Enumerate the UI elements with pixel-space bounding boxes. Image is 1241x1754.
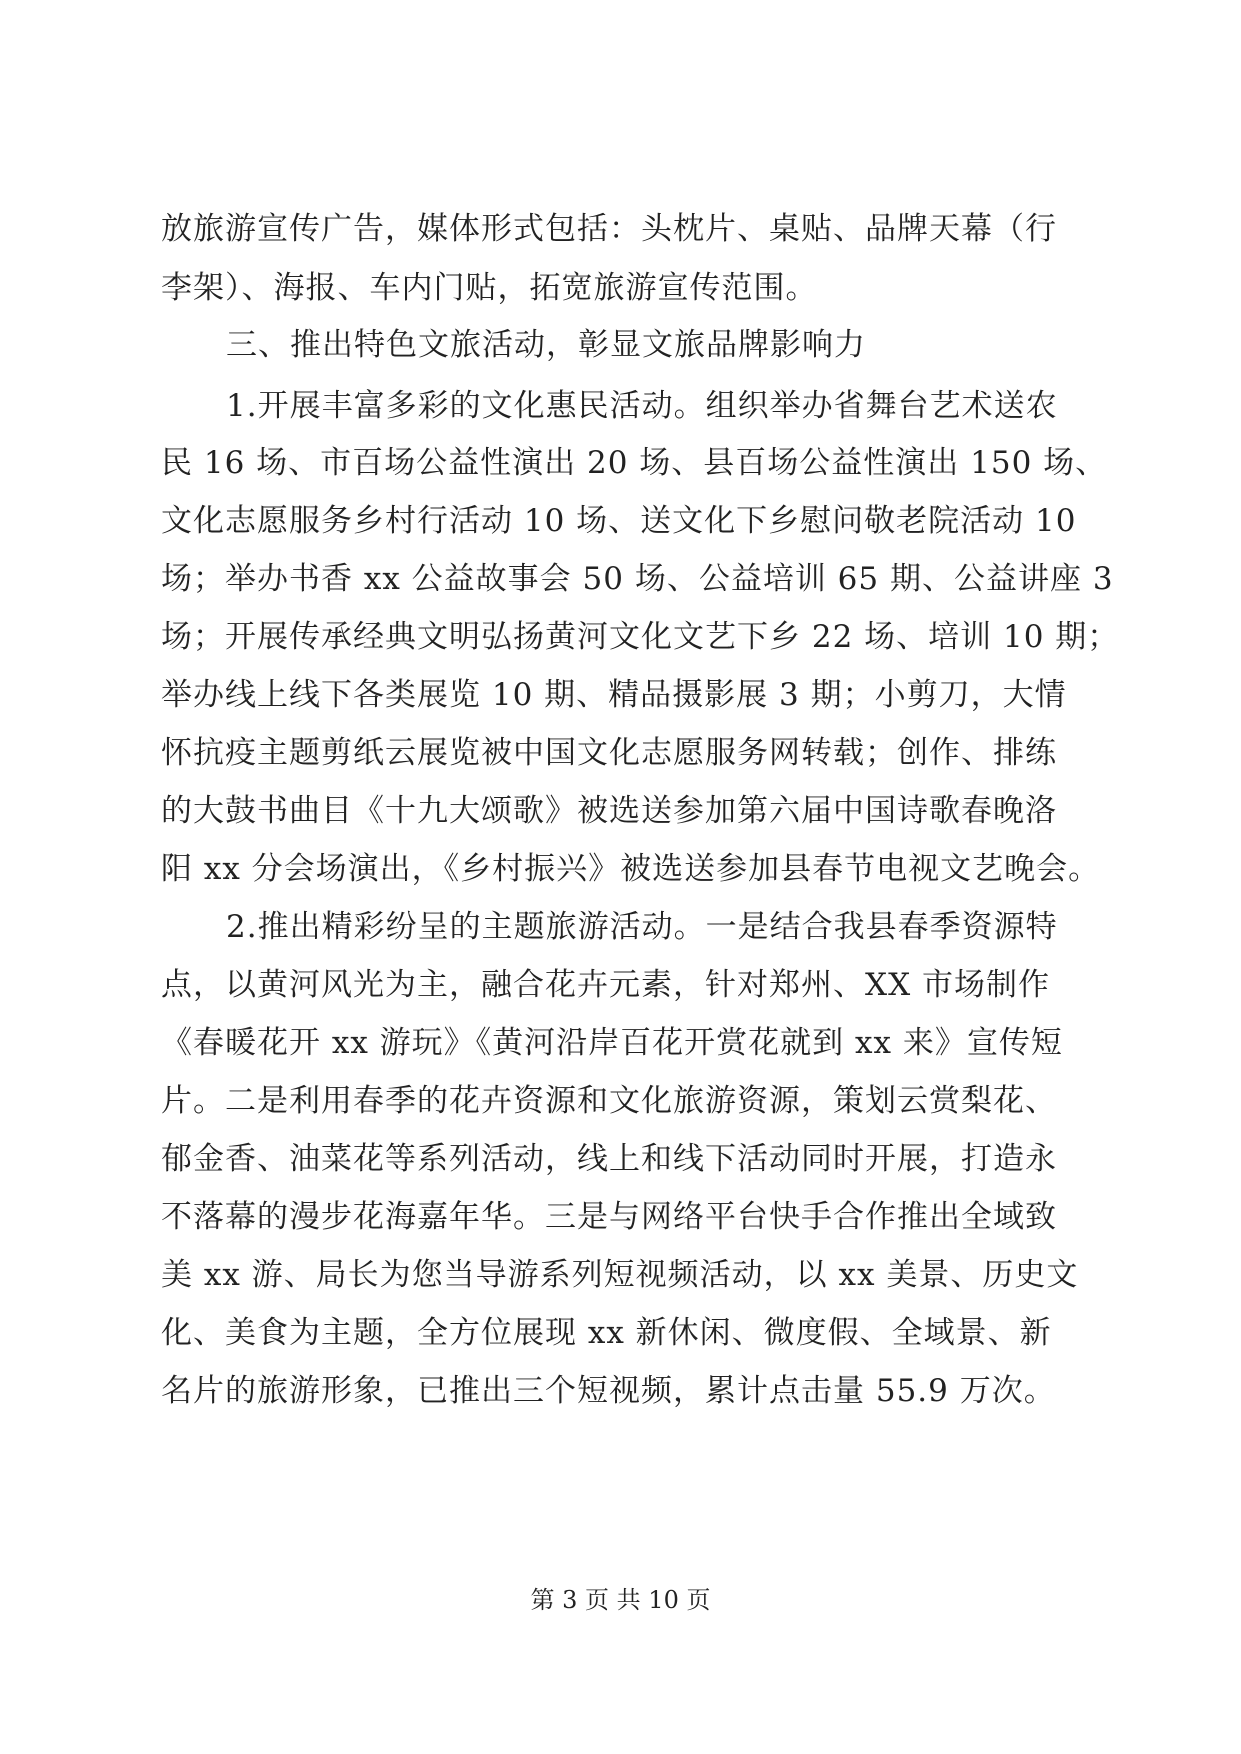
page-number-footer: 第 3 页 共 10 页	[530, 1586, 711, 1614]
paragraph-line: 李架）、海报、车内门贴，拓宽旅游宣传范围。	[161, 270, 818, 306]
paragraph-line: 1.开展丰富多彩的文化惠民活动。组织举办省舞台艺术送农	[226, 388, 1058, 424]
paragraph-line: 民 16 场、市百场公益性演出 20 场、县百场公益性演出 150 场、	[161, 445, 1108, 481]
paragraph-line: 的大鼓书曲目《十九大颂歌》被选送参加第六届中国诗歌春晚洛	[161, 793, 1057, 829]
paragraph-line: 举办线上线下各类展览 10 期、精品摄影展 3 期；小剪刀，大情	[161, 677, 1067, 713]
section-heading: 三、推出特色文旅活动，彰显文旅品牌影响力	[226, 327, 866, 363]
paragraph-line: 场；举办书香 xx 公益故事会 50 场、公益培训 65 期、公益讲座 3	[161, 561, 1114, 597]
paragraph-line: 放旅游宣传广告，媒体形式包括：头枕片、桌贴、品牌天幕（行	[161, 211, 1057, 247]
paragraph-line: 2.推出精彩纷呈的主题旅游活动。一是结合我县春季资源特	[226, 909, 1058, 945]
paragraph-line: 名片的旅游形象，已推出三个短视频，累计点击量 55.9 万次。	[161, 1373, 1056, 1409]
paragraph-line: 《春暖花开 xx 游玩》《黄河沿岸百花开赏花就到 xx 来》宣传短	[161, 1025, 1063, 1061]
paragraph-line: 怀抗疫主题剪纸云展览被中国文化志愿服务网转载；创作、排练	[161, 735, 1057, 771]
paragraph-line: 美 xx 游、局长为您当导游系列短视频活动，以 xx 美景、历史文	[161, 1257, 1079, 1293]
paragraph-line: 文化志愿服务乡村行活动 10 场、送文化下乡慰问敬老院活动 10	[161, 503, 1077, 539]
paragraph-line: 片。二是利用春季的花卉资源和文化旅游资源，策划云赏梨花、	[161, 1083, 1057, 1119]
paragraph-line: 场；开展传承经典文明弘扬黄河文化文艺下乡 22 场、培训 10 期；	[161, 619, 1120, 655]
paragraph-line: 化、美食为主题，全方位展现 xx 新休闲、微度假、全域景、新	[161, 1315, 1052, 1351]
paragraph-line: 郁金香、油菜花等系列活动，线上和线下活动同时开展，打造永	[161, 1141, 1057, 1177]
paragraph-line: 点，以黄河风光为主，融合花卉元素，针对郑州、XX 市场制作	[161, 967, 1050, 1003]
paragraph-line: 不落幕的漫步花海嘉年华。三是与网络平台快手合作推出全域致	[161, 1199, 1057, 1235]
paragraph-line: 阳 xx 分会场演出，《乡村振兴》被选送参加县春节电视文艺晚会。	[161, 851, 1101, 887]
